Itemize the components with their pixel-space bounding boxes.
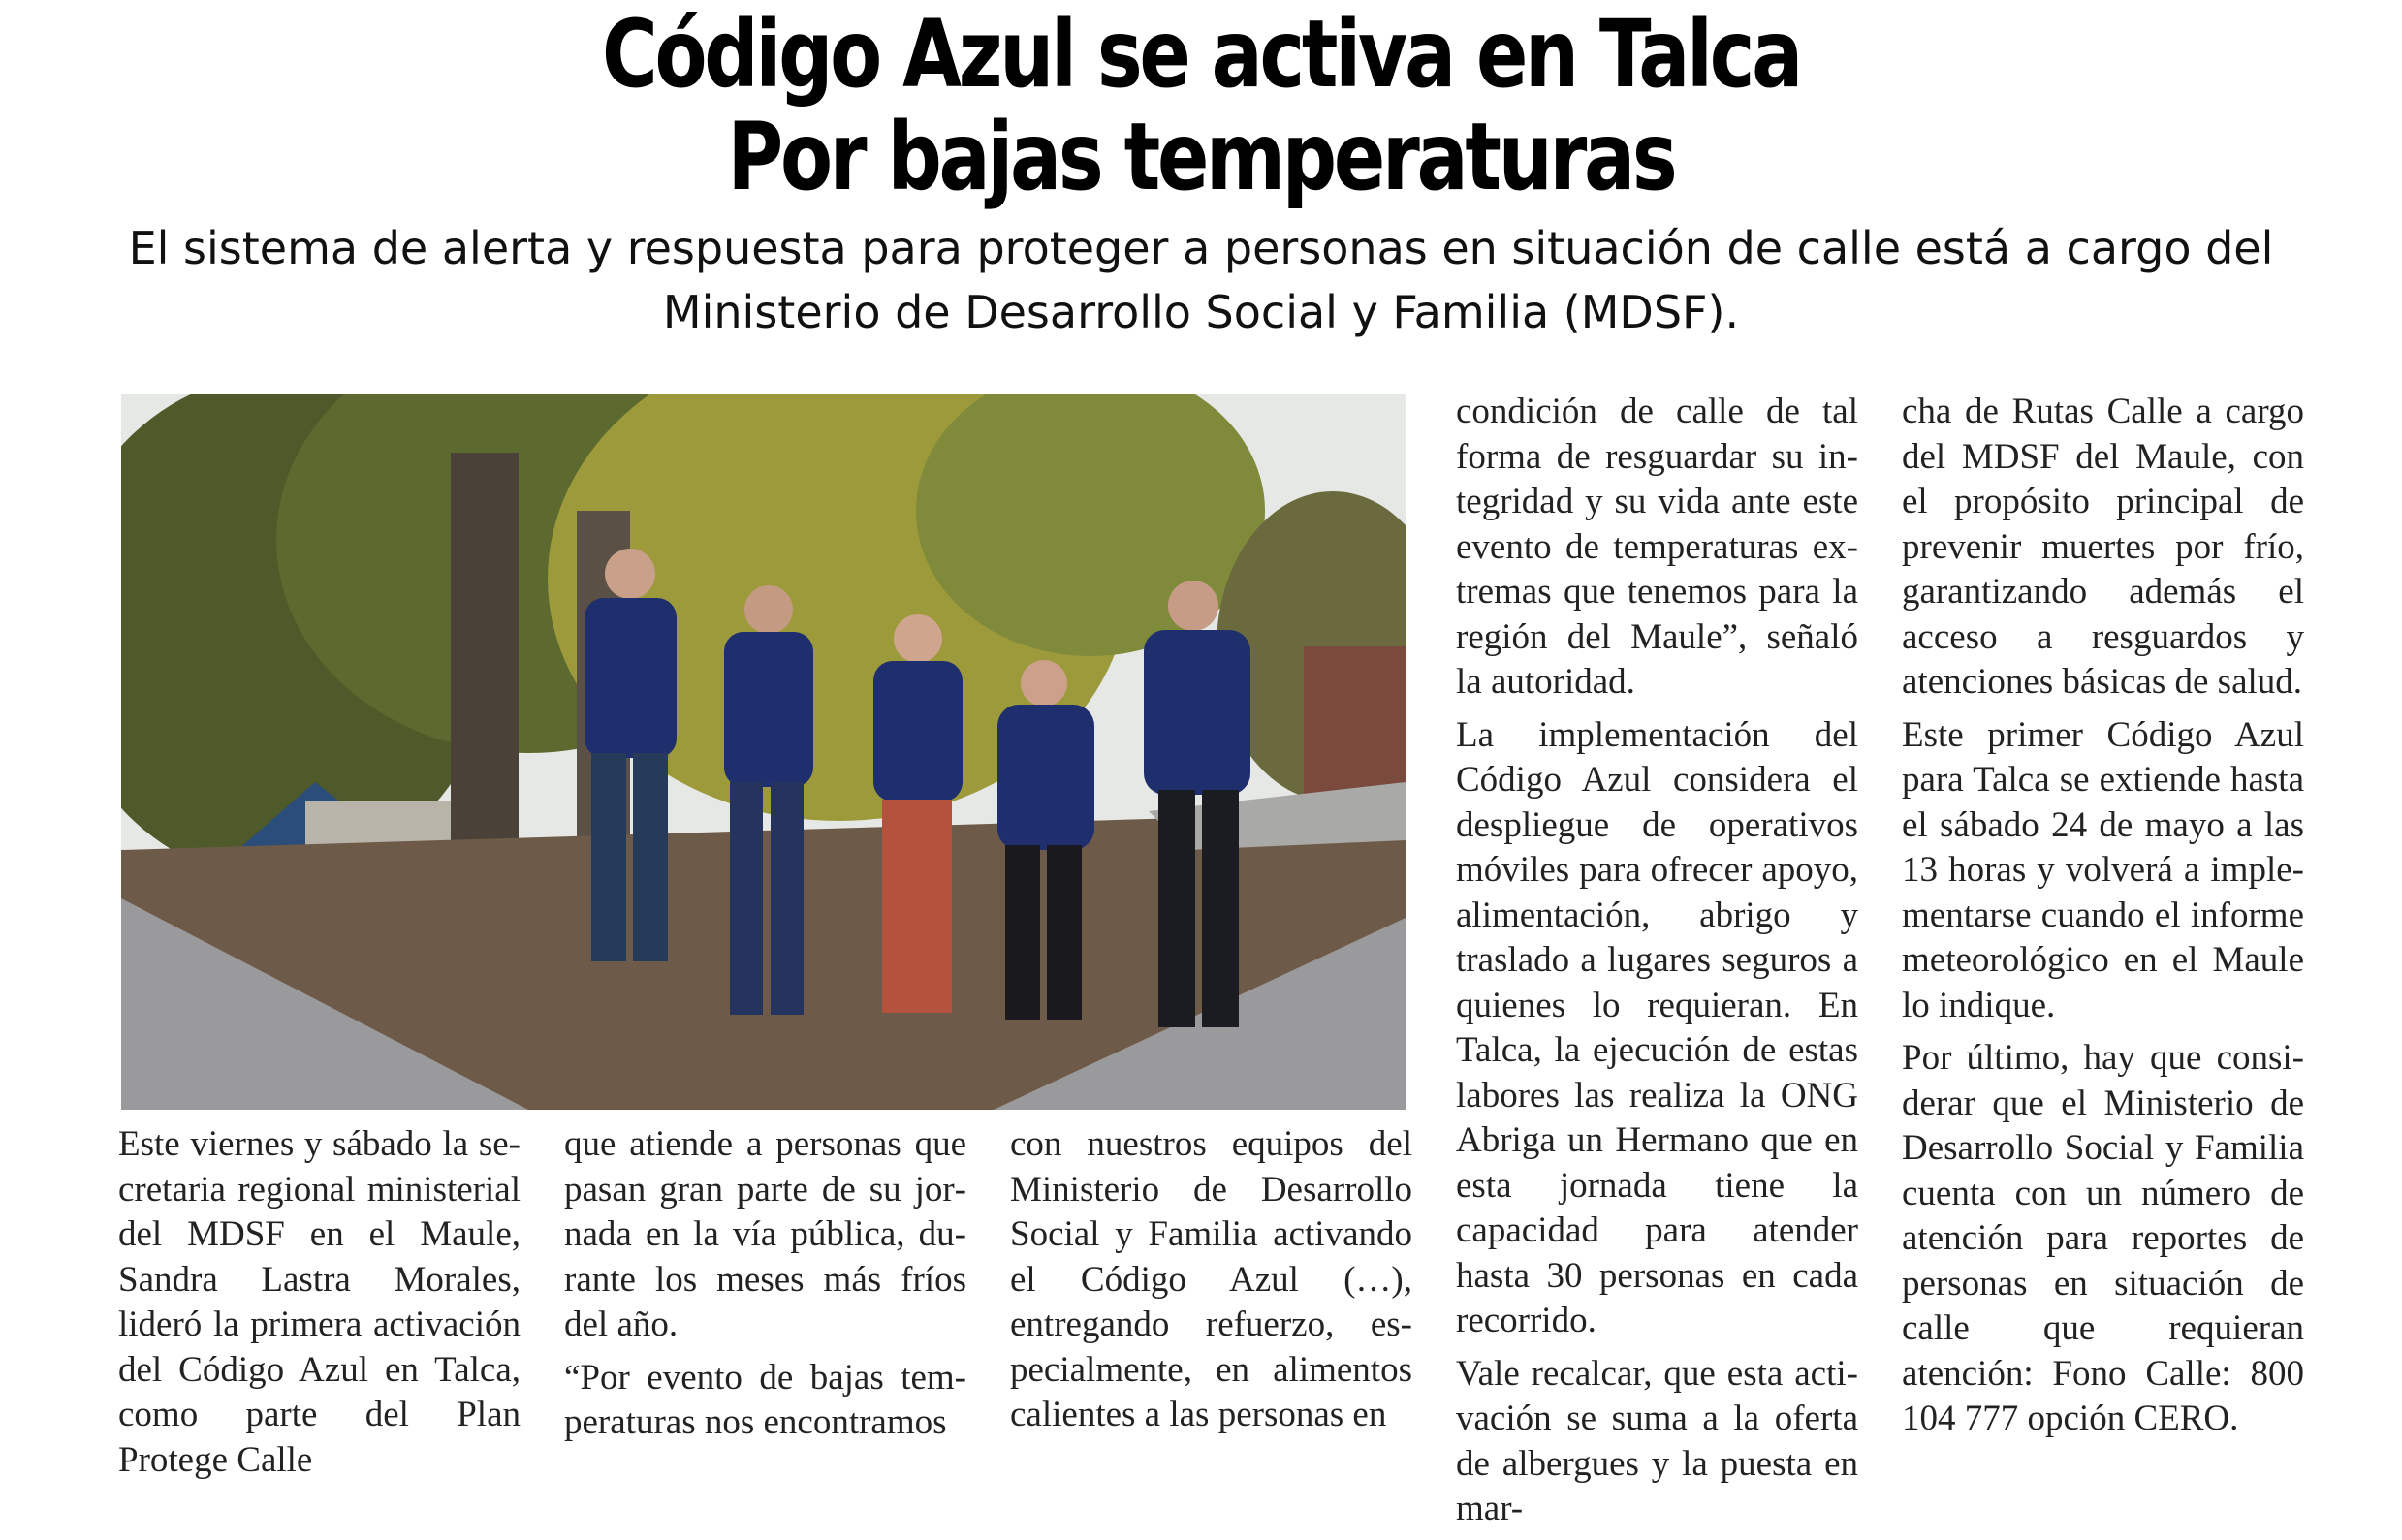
article-photo [121, 394, 1406, 1110]
article-column-4 [1456, 390, 1858, 1540]
paragraph: Por último, hay que considerar que el Ministerio de Desarrollo Social y Familia cuenta con un número de atención para reportes de personas en situación de calle que requieran atención: Fono Calle: 800 104 777 opción CERO. [1902, 1038, 2304, 1438]
paragraph: Este viernes y sábado la secretaria regional ministerial del MDSF en el Maule, Sandra Lastra Morales, lideró la primera activación del Código Azul en Talca, como parte del Plan Protege Calle [118, 1124, 521, 1480]
headline-line-1: Código Azul se activa en Talca [602, 0, 1800, 109]
article-column-5 [1902, 390, 2304, 1450]
article-column-1 [118, 1122, 521, 1491]
paragraph: que atiende a personas que pasan gran parte de su jornada en la vía pública, durante los meses más fríos del año. [564, 1124, 966, 1344]
paragraph: Vale recalcar, que esta activación se suma a la oferta de albergues y la puesta en mar- [1456, 1353, 1858, 1528]
paragraph: cha de Rutas Calle a cargo del MDSF del Maule, con el propósito principal de prevenir muertes por frío, garantizando además el acceso a resguardos y atenciones básicas de salud. [1902, 392, 2304, 702]
deck-line-1: El sistema de alerta y respuesta para proteger a personas en situación de calle está a cargo del [128, 222, 2274, 274]
headline-line-2: Por bajas temperaturas [727, 103, 1675, 211]
paragraph: “Por evento de bajas temperaturas nos encontramos [564, 1357, 966, 1442]
paragraph: condición de calle de tal forma de resguardar su integridad y su vida ante este evento de temperaturas extremas que tenemos para la región del Maule”, señaló la autoridad. [1456, 392, 1858, 702]
article-column-2 [564, 1122, 966, 1454]
paragraph: La implementación del Código Azul considera el despliegue de operativos móviles para ofrecer apoyo, alimentación, abrigo y traslado a lugares seguros a quienes lo requieran. En Talca, la ejecución de estas labores las realiza la ONG Abriga un Hermano que en esta jornada tiene la capacidad para atender hasta 30 personas en cada recorrido. [1456, 714, 1858, 1340]
deck-line-2: Ministerio de Desarrollo Social y Familia (MDSF). [662, 286, 1740, 338]
paragraph: Este primer Código Azul para Talca se extiende hasta el sábado 24 de mayo a las 13 horas y volverá a implementarse cuando el informe meteorológico en el Maule lo indique. [1902, 714, 2304, 1025]
paragraph: con nuestros equipos del Ministerio de Desarrollo Social y Familia activando el Código Azul (…), entregando refuerzo, especialmente, en alimentos calientes a las personas en [1010, 1124, 1412, 1434]
article-column-3 [1010, 1122, 1412, 1446]
